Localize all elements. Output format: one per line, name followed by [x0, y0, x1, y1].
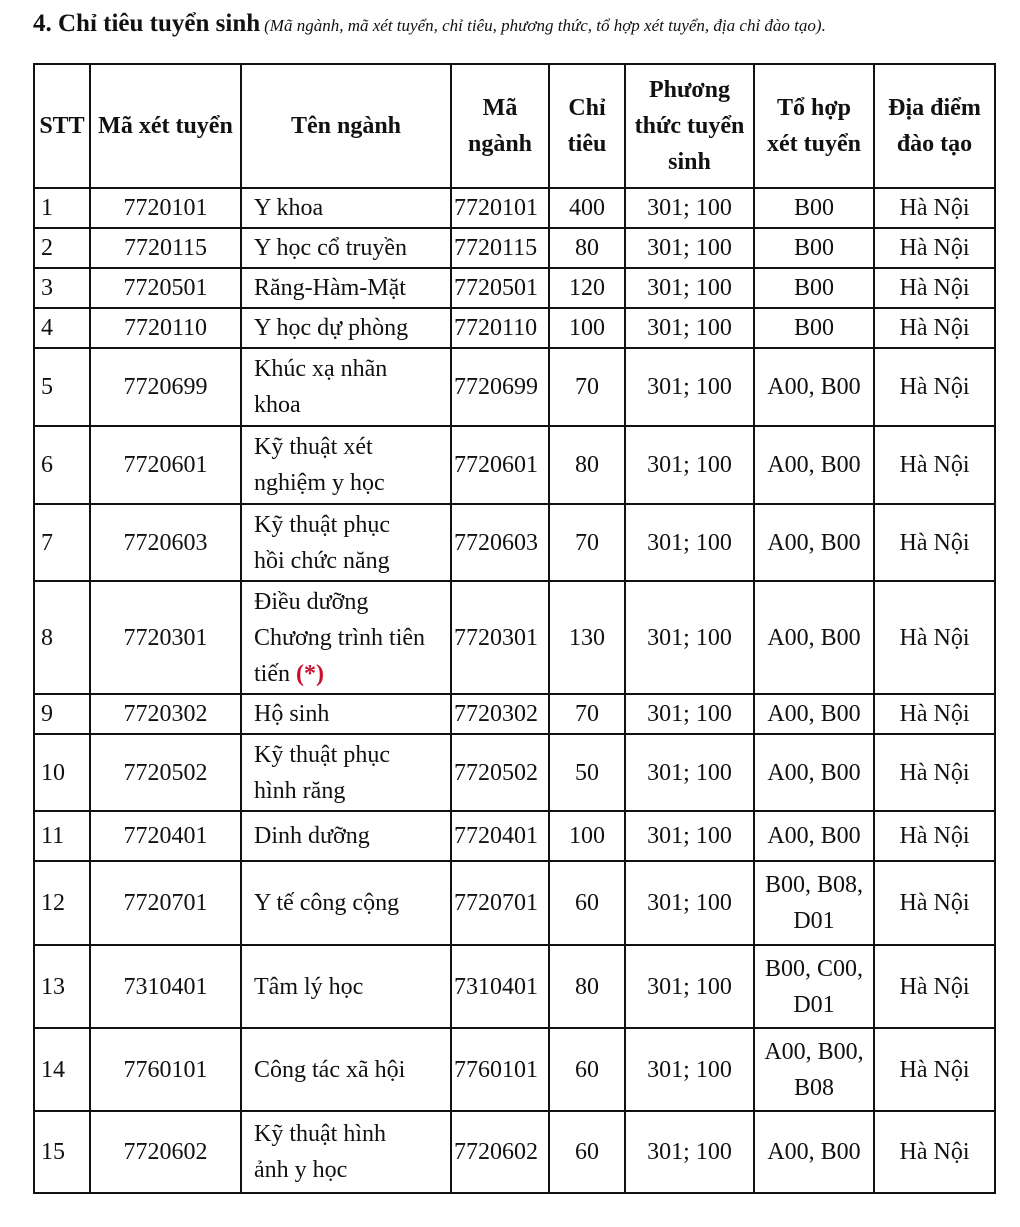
cell-ten-nganh [241, 734, 451, 811]
cell-chi-tieu: 80 [549, 945, 625, 1028]
table-row [34, 426, 995, 504]
table-row [34, 348, 995, 426]
cell-ma-xet-tuyen: 7720302 [90, 694, 241, 734]
ten-nganh-text: Răng-Hàm-Mặt [254, 275, 406, 301]
cell-dia-diem: Hà Nội [874, 348, 995, 426]
cell-to-hop: A00, B00 [754, 504, 874, 581]
table-header-row [34, 64, 995, 188]
cell-to-hop: B00 [754, 308, 874, 348]
cell-to-hop: A00, B00 [754, 426, 874, 504]
cell-phuong-thuc: 301; 100 [625, 861, 754, 945]
cell-ten-nganh [241, 694, 451, 734]
cell-ma-xet-tuyen: 7720101 [90, 188, 241, 228]
cell-ma-xet-tuyen: 7720501 [90, 268, 241, 308]
cell-ten-nganh [241, 188, 451, 228]
table-row [34, 308, 995, 348]
ten-nganh-text: Kỹ thuật phục hồi chức năng [254, 511, 390, 574]
cell-chi-tieu: 70 [549, 348, 625, 426]
cell-ten-nganh [241, 581, 451, 694]
ten-nganh-text: Khúc xạ nhãn khoa [254, 356, 388, 418]
header-dia-diem: Địa điểm đào tạo [874, 64, 995, 188]
cell-phuong-thuc: 301; 100 [625, 734, 754, 811]
header-to-hop: Tổ hợp xét tuyển [754, 64, 874, 188]
cell-phuong-thuc: 301; 100 [625, 348, 754, 426]
cell-ten-nganh [241, 1028, 451, 1111]
cell-ten-nganh [241, 348, 451, 426]
cell-ma-nganh: 7720302 [451, 694, 549, 734]
cell-phuong-thuc: 301; 100 [625, 228, 754, 268]
table-row [34, 734, 995, 811]
cell-ma-xet-tuyen: 7720301 [90, 581, 241, 694]
cell-chi-tieu: 100 [549, 811, 625, 861]
section-title: 4. Chỉ tiêu tuyển sinh [33, 10, 261, 37]
cell-dia-diem: Hà Nội [874, 811, 995, 861]
cell-ma-xet-tuyen: 7720115 [90, 228, 241, 268]
cell-chi-tieu: 60 [549, 1111, 625, 1193]
cell-dia-diem: Hà Nội [874, 1111, 995, 1193]
ten-nganh-text: Điều dưỡng Chương trình tiên tiến [254, 588, 426, 687]
cell-dia-diem: Hà Nội [874, 1028, 995, 1111]
table-row [34, 581, 995, 694]
cell-to-hop: B00, C00, D01 [754, 945, 874, 1028]
cell-ma-xet-tuyen: 7720699 [90, 348, 241, 426]
cell-to-hop: B00 [754, 188, 874, 228]
cell-ma-nganh: 7720699 [451, 348, 549, 426]
table-row [34, 1028, 995, 1111]
table-row [34, 188, 995, 228]
cell-dia-diem: Hà Nội [874, 188, 995, 228]
cell-stt: 8 [34, 581, 90, 694]
cell-ten-nganh [241, 861, 451, 945]
cell-ten-nganh [241, 811, 451, 861]
ten-nganh-text: Kỹ thuật hình ảnh y học [254, 1121, 386, 1183]
cell-stt: 2 [34, 228, 90, 268]
cell-stt: 14 [34, 1028, 90, 1111]
cell-stt: 3 [34, 268, 90, 308]
cell-ma-xet-tuyen: 7720602 [90, 1111, 241, 1193]
cell-stt: 7 [34, 504, 90, 581]
cell-ma-xet-tuyen: 7720701 [90, 861, 241, 945]
cell-stt: 13 [34, 945, 90, 1028]
table-row [34, 945, 995, 1028]
cell-chi-tieu: 70 [549, 504, 625, 581]
cell-ma-xet-tuyen: 7310401 [90, 945, 241, 1028]
cell-dia-diem: Hà Nội [874, 504, 995, 581]
header-ten-nganh: Tên ngành [241, 64, 451, 188]
cell-to-hop: B00 [754, 268, 874, 308]
cell-to-hop: A00, B00, B08 [754, 1028, 874, 1111]
cell-stt: 4 [34, 308, 90, 348]
section-heading [33, 10, 1003, 38]
ten-nganh-text: Dinh dưỡng [254, 823, 370, 849]
cell-to-hop: A00, B00 [754, 1111, 874, 1193]
cell-ten-nganh [241, 426, 451, 504]
cell-ma-nganh: 7720601 [451, 426, 549, 504]
cell-chi-tieu: 80 [549, 426, 625, 504]
cell-ma-nganh: 7720602 [451, 1111, 549, 1193]
cell-phuong-thuc: 301; 100 [625, 504, 754, 581]
cell-ma-xet-tuyen: 7760101 [90, 1028, 241, 1111]
cell-ten-nganh [241, 945, 451, 1028]
cell-ma-nganh: 7720301 [451, 581, 549, 694]
cell-phuong-thuc: 301; 100 [625, 426, 754, 504]
cell-dia-diem: Hà Nội [874, 581, 995, 694]
cell-chi-tieu: 60 [549, 1028, 625, 1111]
header-ma-xet-tuyen: Mã xét tuyển [90, 64, 241, 188]
ten-nganh-text: Kỹ thuật phục hình răng [254, 741, 390, 804]
table-row [34, 811, 995, 861]
ten-nganh-text: Tâm lý học [254, 973, 364, 1000]
cell-dia-diem: Hà Nội [874, 426, 995, 504]
ten-nganh-text: Y học dự phòng [254, 315, 409, 341]
cell-phuong-thuc: 301; 100 [625, 581, 754, 694]
cell-ten-nganh [241, 504, 451, 581]
cell-ma-xet-tuyen: 7720110 [90, 308, 241, 348]
cell-stt: 15 [34, 1111, 90, 1193]
cell-ten-nganh [241, 228, 451, 268]
cell-stt: 5 [34, 348, 90, 426]
header-chi-tieu: Chỉ tiêu [549, 64, 625, 188]
table-row [34, 504, 995, 581]
cell-stt: 11 [34, 811, 90, 861]
ten-nganh-text: Y khoa [254, 195, 324, 221]
cell-ma-nganh: 7720401 [451, 811, 549, 861]
cell-ten-nganh [241, 308, 451, 348]
cell-stt: 9 [34, 694, 90, 734]
cell-stt: 1 [34, 188, 90, 228]
cell-dia-diem: Hà Nội [874, 861, 995, 945]
ten-nganh-text: Kỹ thuật xét nghiệm y học [254, 434, 385, 496]
cell-to-hop: A00, B00 [754, 734, 874, 811]
cell-to-hop: A00, B00 [754, 348, 874, 426]
cell-ma-xet-tuyen: 7720401 [90, 811, 241, 861]
cell-ma-xet-tuyen: 7720601 [90, 426, 241, 504]
ten-nganh-text: Y tế công cộng [254, 890, 400, 916]
section-note: (Mã ngành, mã xét tuyển, chỉ tiêu, phương thức, tổ hợp xét tuyển, địa chỉ đào tạo). [264, 16, 826, 35]
cell-ma-xet-tuyen: 7720603 [90, 504, 241, 581]
cell-ma-nganh: 7720101 [451, 188, 549, 228]
cell-ma-xet-tuyen: 7720502 [90, 734, 241, 811]
table-row [34, 861, 995, 945]
cell-phuong-thuc: 301; 100 [625, 945, 754, 1028]
cell-chi-tieu: 80 [549, 228, 625, 268]
cell-chi-tieu: 120 [549, 268, 625, 308]
cell-ten-nganh [241, 1111, 451, 1193]
ten-nganh-text: Công tác xã hội [254, 1056, 406, 1083]
cell-phuong-thuc: 301; 100 [625, 308, 754, 348]
cell-phuong-thuc: 301; 100 [625, 268, 754, 308]
cell-to-hop: A00, B00 [754, 811, 874, 861]
cell-ten-nganh [241, 268, 451, 308]
cell-chi-tieu: 130 [549, 581, 625, 694]
advanced-program-mark: (*) [296, 660, 324, 687]
table-row [34, 694, 995, 734]
header-phuong-thuc: Phương thức tuyển sinh [625, 64, 754, 188]
cell-ma-nganh: 7720502 [451, 734, 549, 811]
header-ma-nganh: Mã ngành [451, 64, 549, 188]
table-row [34, 228, 995, 268]
cell-chi-tieu: 60 [549, 861, 625, 945]
cell-to-hop: A00, B00 [754, 694, 874, 734]
cell-dia-diem: Hà Nội [874, 945, 995, 1028]
cell-phuong-thuc: 301; 100 [625, 694, 754, 734]
cell-dia-diem: Hà Nội [874, 308, 995, 348]
cell-to-hop: B00, B08, D01 [754, 861, 874, 945]
cell-ma-nganh: 7310401 [451, 945, 549, 1028]
cell-dia-diem: Hà Nội [874, 734, 995, 811]
cell-dia-diem: Hà Nội [874, 694, 995, 734]
cell-phuong-thuc: 301; 100 [625, 1111, 754, 1193]
cell-dia-diem: Hà Nội [874, 228, 995, 268]
ten-nganh-text: Hộ sinh [254, 701, 330, 727]
admission-quota-table [33, 63, 996, 1194]
cell-to-hop: A00, B00 [754, 581, 874, 694]
cell-dia-diem: Hà Nội [874, 268, 995, 308]
cell-chi-tieu: 400 [549, 188, 625, 228]
ten-nganh-text: Y học cổ truyền [254, 235, 408, 261]
table-row [34, 1111, 995, 1193]
cell-ma-nganh: 7760101 [451, 1028, 549, 1111]
cell-chi-tieu: 50 [549, 734, 625, 811]
cell-ma-nganh: 7720701 [451, 861, 549, 945]
cell-chi-tieu: 70 [549, 694, 625, 734]
cell-stt: 6 [34, 426, 90, 504]
cell-to-hop: B00 [754, 228, 874, 268]
table-row [34, 268, 995, 308]
cell-stt: 12 [34, 861, 90, 945]
cell-ma-nganh: 7720603 [451, 504, 549, 581]
cell-stt: 10 [34, 734, 90, 811]
cell-chi-tieu: 100 [549, 308, 625, 348]
cell-phuong-thuc: 301; 100 [625, 811, 754, 861]
cell-ma-nganh: 7720110 [451, 308, 549, 348]
cell-phuong-thuc: 301; 100 [625, 1028, 754, 1111]
cell-ma-nganh: 7720501 [451, 268, 549, 308]
cell-phuong-thuc: 301; 100 [625, 188, 754, 228]
cell-ma-nganh: 7720115 [451, 228, 549, 268]
header-stt: STT [34, 64, 90, 188]
